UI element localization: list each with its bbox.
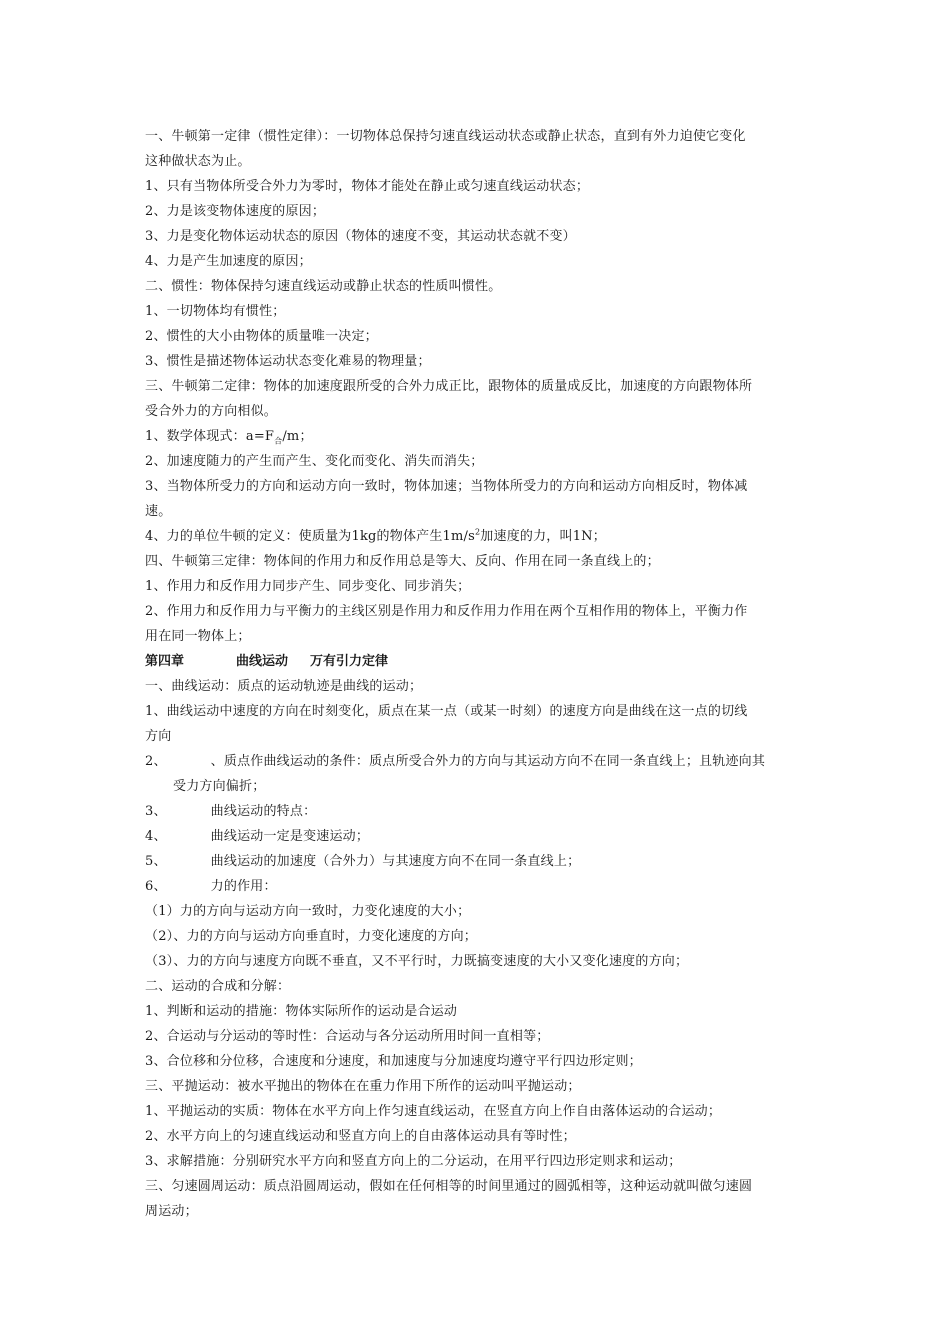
text-line: （3）、力的方向与速度方向既不垂直，又不平行时，力既搞变速度的大小又变化速度的方向； xyxy=(145,954,689,969)
text-line: 2、合运动与分运动的等时性：合运动与各分运动所用时间一直相等； xyxy=(145,1029,550,1044)
item-text: 曲线运动的加速度（合外力）与其速度方向不在同一条直线上； xyxy=(210,854,581,869)
text-line: 一、牛顿第一定律（惯性定律）：一切物体总保持匀速直线运动状态或静止状态，直到有外力迫使它变化 xyxy=(145,129,746,144)
text-line: 周运动； xyxy=(145,1204,198,1219)
text-line: 3、求解措施：分别研究水平方向和竖直方向上的二分运动，在用平行四边形定则求和运动； xyxy=(145,1154,682,1169)
text-line: 三、牛顿第二定律：物体的加速度跟所受的合外力成正比，跟物体的质量成反比，加速度的方向跟物体所 xyxy=(145,379,753,394)
item-text: 曲线运动的特点： xyxy=(210,804,317,819)
text-line: 2、加速度随力的产生而产生、变化而变化、消失而消失； xyxy=(145,454,484,469)
text-line: 三、平抛运动：被水平抛出的物体在在重力作用下所作的运动叫平抛运动； xyxy=(145,1079,581,1094)
text-line: 3、合位移和分位移，合速度和分速度，和加速度与分加速度均遵守平行四边形定则； xyxy=(145,1054,642,1069)
unit-suffix: 加速度的力，叫1N； xyxy=(480,529,606,544)
text-line: 2、作用力和反作用力与平衡力的主线区别是作用力和反作用力作用在两个互相作用的物体上，平衡力作 xyxy=(145,604,748,619)
text-line: 4、力是产生加速度的原因； xyxy=(145,254,312,269)
numbered-item xyxy=(145,849,810,874)
chapter-number: 第四章 xyxy=(145,654,185,669)
text-line: 1、判断和运动的措施：物体实际所作的运动是合运动 xyxy=(145,1004,458,1019)
numbered-item-continuation: 受力方向偏折； xyxy=(173,779,266,794)
text-line: 三、匀速圆周运动：质点沿圆周运动，假如在任何相等的时间里通过的圆弧相等，这种运动就叫做匀速圆 xyxy=(145,1179,753,1194)
chapter-heading xyxy=(145,649,810,674)
text-line: 1、曲线运动中速度的方向在时刻变化，质点在某一点（或某一时刻）的速度方向是曲线在这一点的切线 xyxy=(145,704,748,719)
item-number: 5、 xyxy=(145,854,167,869)
text-line: 2、惯性的大小由物体的质量唯一决定； xyxy=(145,329,378,344)
document-body xyxy=(145,124,810,1224)
item-text: 、质点作曲线运动的条件：质点所受合外力的方向与其运动方向不在同一条直线上；且轨迹向其 xyxy=(210,754,766,769)
text-line: 1、平抛运动的实质：物体在水平方向上作匀速直线运动，在竖直方向上作自由落体运动的合运动； xyxy=(145,1104,722,1119)
text-line: 3、惯性是描述物体运动状态变化难易的物理量； xyxy=(145,354,431,369)
item-text: 曲线运动一定是变速运动； xyxy=(210,829,370,844)
formula-suffix: /m； xyxy=(282,429,313,444)
text-line: 用在同一物体上； xyxy=(145,629,251,644)
unit-definition-line xyxy=(145,524,810,549)
item-number: 3、 xyxy=(145,804,167,819)
formula-line xyxy=(145,424,810,449)
text-line: 二、惯性：物体保持匀速直线运动或静止状态的性质叫惯性。 xyxy=(145,279,502,294)
item-number: 6、 xyxy=(145,879,167,894)
text-line: 3、力是变化物体运动状态的原因（物体的速度不变，其运动状态就不变） xyxy=(145,229,576,244)
chapter-title-1: 曲线运动 xyxy=(236,654,289,669)
item-number: 2、 xyxy=(145,754,167,769)
unit-superscript: 2 xyxy=(475,527,481,537)
text-line: 2、水平方向上的匀速直线运动和竖直方向上的自由落体运动具有等时性； xyxy=(145,1129,576,1144)
numbered-item xyxy=(145,749,810,774)
text-line: 1、作用力和反作用力同步产生、同步变化、同步消失； xyxy=(145,579,471,594)
item-text: 力的作用： xyxy=(210,879,277,894)
text-line: 1、一切物体均有惯性； xyxy=(145,304,286,319)
numbered-item xyxy=(145,824,810,849)
text-line: 方向 xyxy=(145,729,172,744)
item-number: 4、 xyxy=(145,829,167,844)
formula-subscript: 合 xyxy=(274,436,283,446)
numbered-item xyxy=(145,874,810,899)
text-line: （1）力的方向与运动方向一致时，力变化速度的大小； xyxy=(145,904,471,919)
unit-prefix: 4、力的单位牛顿的定义：使质量为1kg的物体产生1m/s xyxy=(145,529,475,544)
formula-prefix: 1、数学体现式：a=F xyxy=(145,429,275,444)
numbered-item xyxy=(145,799,810,824)
text-line: 1、只有当物体所受合外力为零时，物体才能处在静止或匀速直线运动状态； xyxy=(145,179,590,194)
text-line: 二、运动的合成和分解： xyxy=(145,979,291,994)
text-line: 这种做状态为止。 xyxy=(145,154,251,169)
text-line: 3、当物体所受力的方向和运动方向一致时，物体加速；当物体所受力的方向和运动方向相反时，物体减 xyxy=(145,479,748,494)
text-line: （2）、力的方向与运动方向垂直时，力变化速度的方向； xyxy=(145,929,477,944)
text-line: 2、力是该变物体速度的原因； xyxy=(145,204,326,219)
text-line: 一、曲线运动：质点的运动轨迹是曲线的运动； xyxy=(145,679,423,694)
text-line: 受合外力的方向相似。 xyxy=(145,404,278,419)
text-line: 速。 xyxy=(145,504,172,519)
chapter-title-2: 万有引力定律 xyxy=(310,654,389,669)
text-line: 四、牛顿第三定律：物体间的作用力和反作用总是等大、反向、作用在同一条直线上的； xyxy=(145,554,660,569)
